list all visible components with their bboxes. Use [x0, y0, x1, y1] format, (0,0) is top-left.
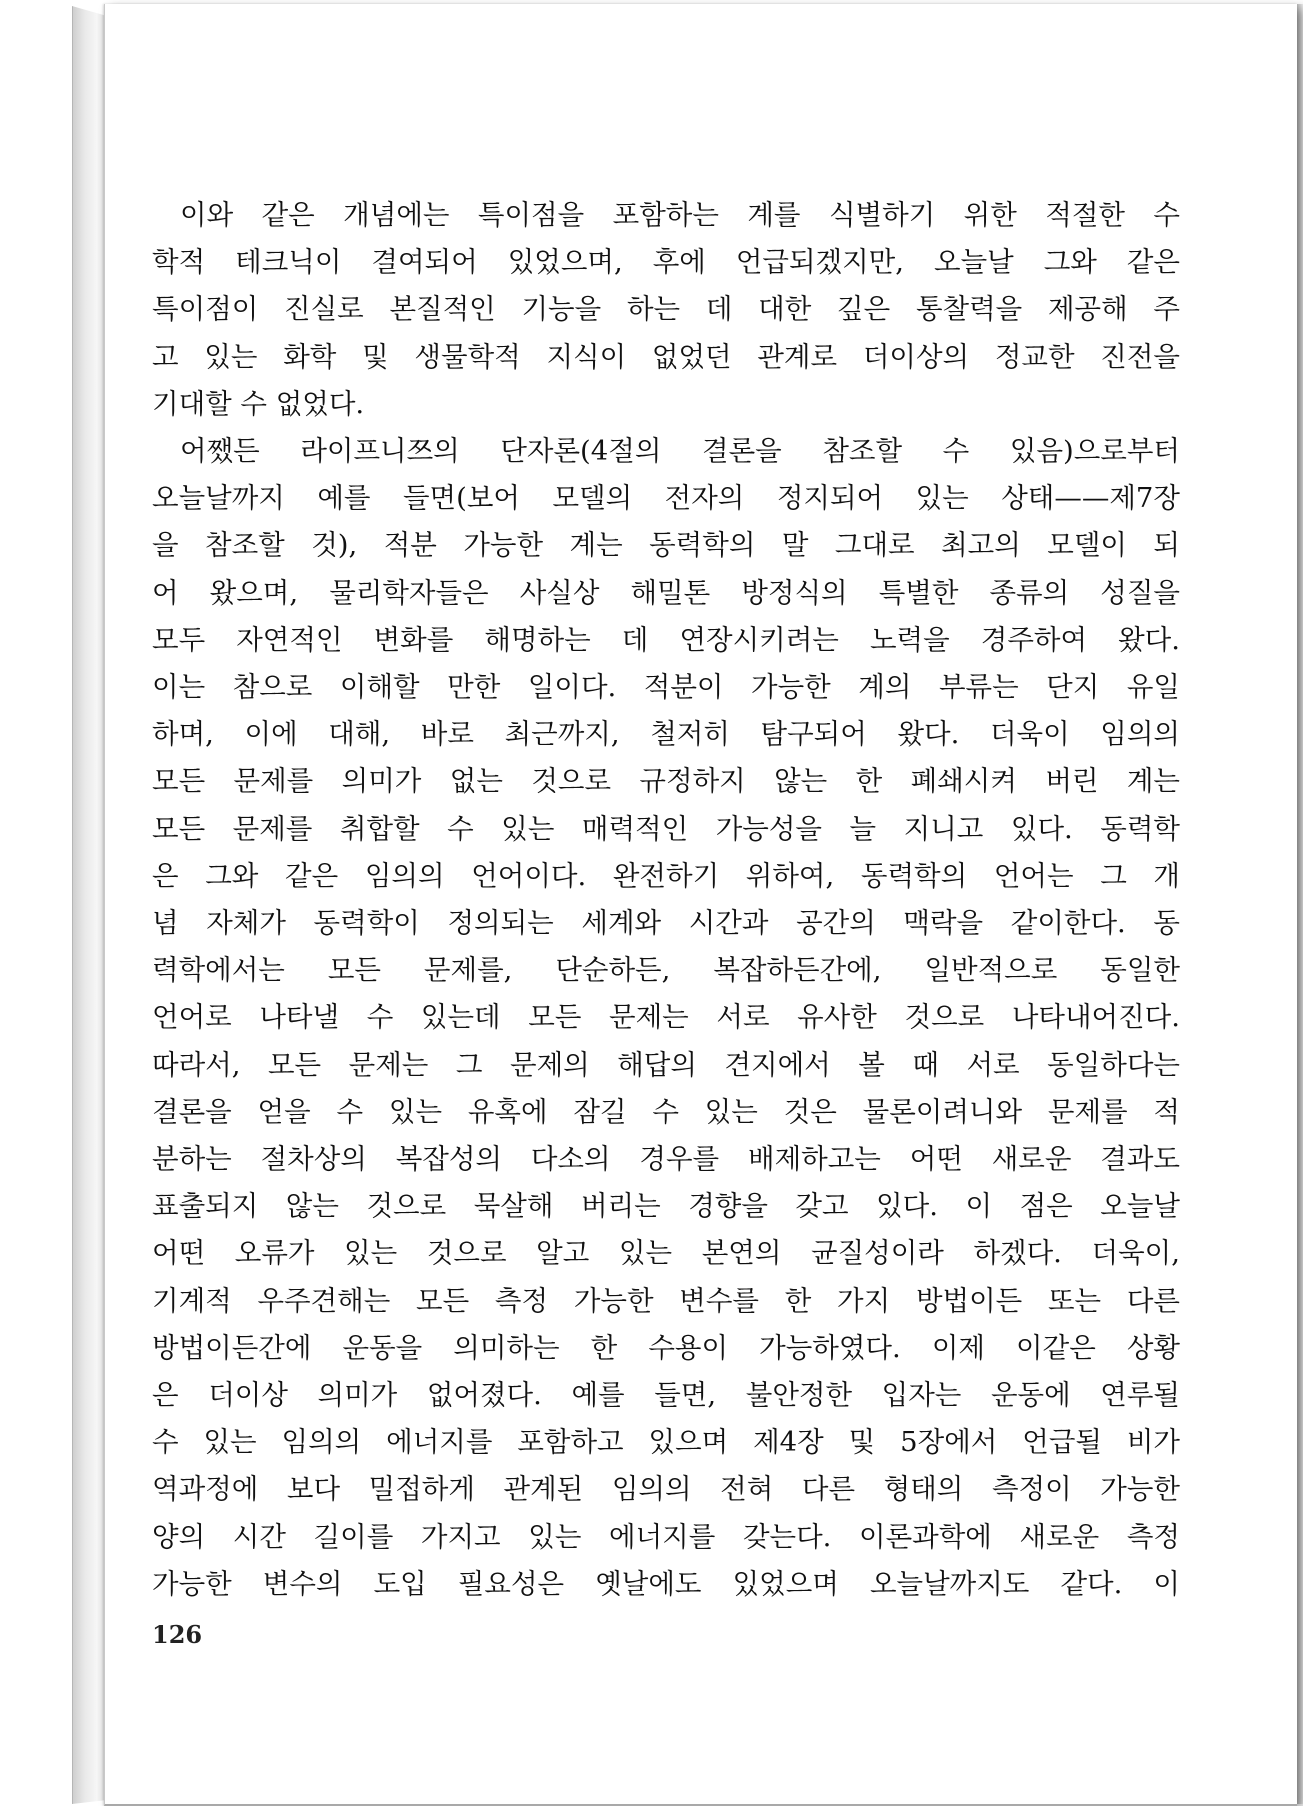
text-line: 언어로 나타낼 수 있는데 모든 문제는 서로 유사한 것으로 나타내어진다.: [152, 1001, 1180, 1034]
text-line: 은 그와 같은 임의의 언어이다. 완전하기 위하여, 동력학의 언어는 그 개: [152, 859, 1180, 892]
text-line: 이와 같은 개념에는 특이점을 포함하는 계를 식별하기 위한 적절한 수: [180, 199, 1180, 231]
text-line: 모두 자연적인 변화를 해명하는 데 연장시키려는 노력을 경주하여 왔다.: [152, 623, 1180, 656]
text-line: 특이점이 진실로 본질적인 기능을 하는 데 대한 깊은 통찰력을 제공해 주: [152, 293, 1180, 326]
page-shadow: [1297, 4, 1303, 1804]
text-line: 념 자체가 동력학이 정의되는 세계와 시간과 공간의 맥락을 같이한다. 동: [152, 907, 1180, 940]
text-line: 어 왔으며, 물리학자들은 사실상 해밀톤 방정식의 특별한 종류의 성질을: [152, 576, 1180, 609]
text-line: 역과정에 보다 밀접하게 관계된 임의의 전혀 다른 형태의 측정이 가능한: [152, 1473, 1180, 1506]
text-line: 모든 문제를 취합할 수 있는 매력적인 가능성을 늘 지니고 있다. 동력학: [152, 812, 1180, 845]
text-line: 기대할 수 없었다.: [152, 387, 365, 420]
text-line: 하며, 이에 대해, 바로 최근까지, 철저히 탐구되어 왔다. 더욱이 임의의: [152, 718, 1180, 751]
text-line: 고 있는 화학 및 생물학적 지식이 없었던 관계로 더이상의 정교한 진전을: [152, 340, 1180, 373]
text-line: 따라서, 모든 문제는 그 문제의 해답의 견지에서 볼 때 서로 동일하다는: [152, 1048, 1180, 1081]
text-line: 오늘날까지 예를 들면(보어 모델의 전자의 정지되어 있는 상태——제7장: [152, 482, 1180, 515]
text-line: 력학에서는 모든 문제를, 단순하든, 복잡하든간에, 일반적으로 동일한: [152, 954, 1180, 987]
text-line: 수 있는 임의의 에너지를 포함하고 있으며 제4장 및 5장에서 언급될 비가: [152, 1426, 1180, 1459]
text-line: 이는 참으로 이해할 만한 일이다. 적분이 가능한 계의 부류는 단지 유일: [152, 671, 1180, 704]
text-line: 방법이든간에 운동을 의미하는 한 수용이 가능하였다. 이제 이같은 상황: [152, 1331, 1180, 1364]
text-line: 가능한 변수의 도입 필요성은 옛날에도 있었으며 오늘날까지도 같다. 이: [152, 1567, 1180, 1600]
book-page-edge: [72, 6, 107, 1804]
text-line: 은 더이상 의미가 없어졌다. 예를 들면, 불안정한 입자는 운동에 연루될: [152, 1379, 1180, 1412]
text-line: 어쨌든 라이프니쯔의 단자론(4절의 결론을 참조할 수 있음)으로부터: [180, 435, 1180, 468]
body-text: [152, 192, 1180, 1608]
text-line: 학적 테크닉이 결여되어 있었으며, 후에 언급되겠지만, 오늘날 그와 같은: [152, 246, 1180, 279]
text-line: 표출되지 않는 것으로 묵살해 버리는 경향을 갖고 있다. 이 점은 오늘날: [152, 1190, 1180, 1223]
text-line: 분하는 절차상의 복잡성의 다소의 경우를 배제하고는 어떤 새로운 결과도: [152, 1143, 1180, 1176]
text-line: 어떤 오류가 있는 것으로 알고 있는 본연의 균질성이라 하겠다. 더욱이,: [152, 1237, 1180, 1270]
text-line: 을 참조할 것), 적분 가능한 계는 동력학의 말 그대로 최고의 모델이 되: [152, 529, 1180, 562]
text-line: 기계적 우주견해는 모든 측정 가능한 변수를 한 가지 방법이든 또는 다른: [152, 1284, 1180, 1317]
text-line: 모든 문제를 의미가 없는 것으로 규정하지 않는 한 폐쇄시켜 버린 계는: [152, 765, 1180, 798]
text-line: 양의 시간 길이를 가지고 있는 에너지를 갖는다. 이론과학에 새로운 측정: [152, 1520, 1180, 1553]
page-number: 126: [152, 1620, 203, 1649]
text-line: 결론을 얻을 수 있는 유혹에 잠길 수 있는 것은 물론이려니와 문제를 적: [152, 1095, 1180, 1128]
